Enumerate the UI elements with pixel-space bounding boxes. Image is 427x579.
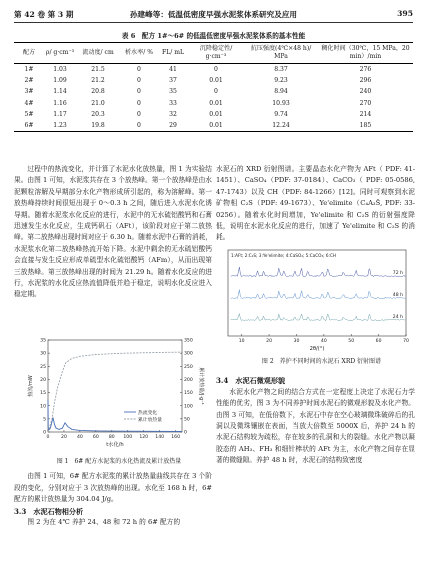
table-header: 流动度/ cm [76,43,120,64]
y-tick-label: 20 [40,378,46,384]
section-heading: 3.4 水泥石微观形貌 [216,376,286,386]
table-cell: 21.5 [91,66,105,74]
table-cell: 0 [137,99,141,107]
table-cell: 20.3 [91,110,105,118]
table-cell: 9.74 [274,110,288,118]
page-number: 395 [397,9,413,18]
table-header: 配方 [14,43,44,64]
table-cell: 1.16 [53,99,67,107]
legend-text: 1:AFt; 2:C₂S; 3:Ye'elimite; 4:CaSO₄; 5:CaCO₃; 6:CH [231,253,337,258]
table-cell: 1.14 [53,88,67,96]
table-caption: 表 6 配方 1#～6# 的低温低密度早强水泥浆体系的基本性能 [121,32,306,40]
table-row [14,86,413,97]
table-row [14,120,413,132]
section-heading: 3.3 水泥石物相分析 [14,506,84,516]
right-column-bottom [216,356,415,467]
x-tick-label: 10 [238,339,245,344]
table-cell: 21.2 [91,77,105,85]
table-cell: 1# [24,66,34,74]
y-right-tick-label: 250 [184,364,193,370]
journal-volume: 第 42 卷 第 3 期 [14,10,74,19]
xrd-curve [231,267,406,277]
x-tick-label: 140 [155,435,165,440]
x-tick-label: 30 [293,339,300,344]
table-cell: 2# [24,77,34,85]
x-tick-label: 40 [76,435,83,440]
x-tick-label: 160 [171,435,181,440]
table-cell: 33 [169,99,177,107]
x-tick-label: 60 [92,435,99,440]
table-cell: 21.0 [91,99,105,107]
right-column-top [216,164,415,244]
table-cell: 0 [137,77,141,85]
xrd-curve [231,290,406,299]
table-cell: 0 [137,88,141,96]
left-column-bottom [14,456,212,528]
y-tick-label: 30 [40,351,46,357]
table-cell: 185 [318,120,413,132]
figure-1-caption: 图 1 6# 配方水泥浆的水化热流及累计放热量 [56,458,182,465]
y-tick-label: 0 [43,430,46,436]
x-tick-label: 20 [61,435,67,440]
table-cell: 41 [169,66,177,74]
y-right-tick-label: 300 [184,351,193,357]
figure-2-caption: 图 2 养护不同时间的水泥石 XRD 衍射图谱 [261,358,382,365]
table-cell: 0 [137,110,141,118]
x-axis-label: 2θ/(°) [309,346,325,352]
x-tick-label: 50 [348,339,355,344]
curve-label: 72 h [392,271,403,276]
table-cell: 9.23 [274,77,288,85]
y-tick-label: 5 [43,417,46,423]
table-cell: 0 [214,88,218,96]
table-cell: 35 [169,88,177,96]
table-cell: 3# [24,88,34,96]
table-cell: 4# [24,99,34,107]
table-cell: 20.8 [91,88,105,96]
paragraph: 水泥石的 XRD 衍射图谱。主要晶态水化产物为 AFt（ PDF: 41-1451）、CaSO₄（PDF: 37-0184）、CaCO₃（ PDF: 05-0586, 47-1743）以及 CH（PDF: 84-1266）[12]。同时可观察到水泥矿物相 C₂S（PDF: 49-1673）、Ye'elimite（C₄A₃S̄, PDF: 33-0256）。随着水化时间增加，Ye'elimite 和 C₂S 的衍射强度降低，说明在水泥水化反应的进行，加速了 Ye'elimite 和 C₂S 的消耗。 [216,165,415,242]
properties-table [14,42,413,132]
xrd-chart [216,246,415,354]
table-cell: 6# [14,120,44,132]
table-cell: 0.01 [209,77,223,85]
x-tick-label: 0 [46,435,50,440]
plot-frame [228,250,406,336]
x-tick-label: 80 [108,435,115,440]
table-cell: 5# [24,110,34,118]
x-tick-label: 40 [320,339,327,344]
y-right-tick-label: 350 [184,338,193,344]
table-row [14,98,413,109]
table-cell: 0.01 [188,120,244,132]
table-cell: 296 [359,77,372,85]
table-cell: 37 [169,77,177,85]
table-cell: 8.94 [274,88,288,96]
x-axis-label: t水化/h [106,442,124,448]
table-header: 沉降稳定性/ g·cm⁻³ [188,43,244,64]
table-cell: 8.37 [274,66,288,74]
y-right-tick-label: 200 [184,378,193,384]
x-tick-label: 120 [139,435,149,440]
y-axis-label: 热流/mW [28,375,34,397]
table-cell: 214 [359,110,372,118]
x-tick-label: 100 [123,435,133,440]
table-cell: 0.01 [209,110,223,118]
y-right-tick-label: 100 [184,404,193,410]
table-cell: 276 [359,66,372,74]
series-line [48,401,182,432]
table-cell: 19.8 [76,120,120,132]
table-cell: 1.09 [53,77,67,85]
table-header: ρ/ g·cm⁻³ [44,43,76,64]
table-cell: 240 [359,88,372,96]
paragraph: 水泥水化产物之间的结合方式在一定程度上决定了水泥石力学性能的优劣，图 3 为不同养护时间水泥石的微观形貌及水化产物。由图 3 可知，在低倍数下，水泥石中存在空心玻璃微珠破碎后的孔洞以及微珠镶嵌在表面，当放大倍数至 5000X 后，养护 24 h 的水泥石结构较为疏松，存在较多的孔洞和大的裂缝。水化产物以凝胶态的 AH₃、FH₃ 和细针棒状的 AFt 为主，水化产物之间存在显著的微缝隙。养护 48 h 时，水泥石的结构致密度 [216,387,415,465]
table-cell: 0.01 [209,99,223,107]
y-tick-label: 25 [40,364,46,370]
y-right-tick-label: 50 [184,417,190,423]
table-cell: 1.03 [53,66,67,74]
xrd-curve [231,314,406,321]
curve-label: 48 h [392,293,403,298]
x-tick-label: 20 [266,339,273,344]
table-cell: 270 [359,99,372,107]
table-cell: 0 [120,120,158,132]
paragraph: 过程中的热流变化，并计算了水泥水化放热量，图 1 为实验结果。由图 1 可知，水泥浆共存在 3 个放热峰。第一个放热峰是由水泥颗粒溶解及早期部分水化产物形成所引起的，称为溶解峰。第一放热峰持续时间很短出现于 0～0.3 h 之间，随后进入水泥水化诱导期。随着水泥浆水化反应的进行，水泥中的无水硫铝酸钙和石膏迅速发生水化反应，生成钙矾石（AFt），该阶段对应于第二放热峰。第二放热峰出现时间对应于 6.30 h。随着水泥中石膏的消耗，水泥浆水化第二放热峰热流开始下降。水泥中剩余的无水硫铝酸钙会直接与发生反应形成单硫型水化硫铝酸钙（AFm），从而出现第三放热峰。第三放热峰出现的时间为 21.29 h。随着水化反应的进行，水泥浆的水化反应热流值降低并趋于稳定，说明水化反应进入稳定期。 [14,165,212,299]
running-title: 孙建峰等：低温低密度早强水泥浆体系研究及应用 [129,10,298,19]
x-tick-label: 60 [375,339,382,344]
y-tick-label: 15 [40,391,46,397]
left-column-top [14,164,212,301]
y-tick-label: 35 [40,338,46,344]
table-header-row [14,43,413,64]
table-cell: 0 [214,66,218,74]
y-tick-label: 10 [40,404,46,410]
table-cell: 29 [158,120,188,132]
table-row [14,109,413,120]
table-header: 析水率/ % [120,43,158,64]
table-header: 抗压强度(4℃×48 h)/ MPa [244,43,318,64]
curve-label: 24 h [392,315,403,320]
table-header: FL/ mL [158,43,188,64]
table-cell: 10.93 [272,99,290,107]
table-cell: 12.24 [244,120,318,132]
legend-label: 累计放热量 [138,417,162,423]
table-cell: 1.23 [44,120,76,132]
table-row [14,64,413,76]
table-row [14,75,413,86]
paragraph: 图 2 为在 4℃ 养护 24、48 和 72 h 的 6# 配方的 [27,518,181,527]
running-header [14,8,413,23]
table-cell: 32 [169,110,177,118]
figure-1 [14,334,214,454]
figure-2 [216,246,415,354]
y-right-tick-label: 150 [184,391,193,397]
table-cell: 0 [137,66,141,74]
x-tick-label: 70 [403,339,409,344]
heat-flow-chart [14,334,214,454]
table-header: 稠化时间（30℃，15 MPa，20 min）/min [318,43,413,64]
table-cell: 1.17 [53,110,67,118]
legend-label: 热流变化 [138,410,158,416]
y-right-tick-label: 0 [184,430,187,436]
paragraph: 由图 1 可知，6# 配方水泥浆的累计放热量曲线共存在 3 个阶段的变化，分别对应于 3 次放热峰的出现。水化至 168 h 时，6# 配方的累计放热量为 304.04 J/g。 [14,472,212,504]
y-right-axis-label: 累计放热量/J·g⁻¹ [198,367,204,405]
